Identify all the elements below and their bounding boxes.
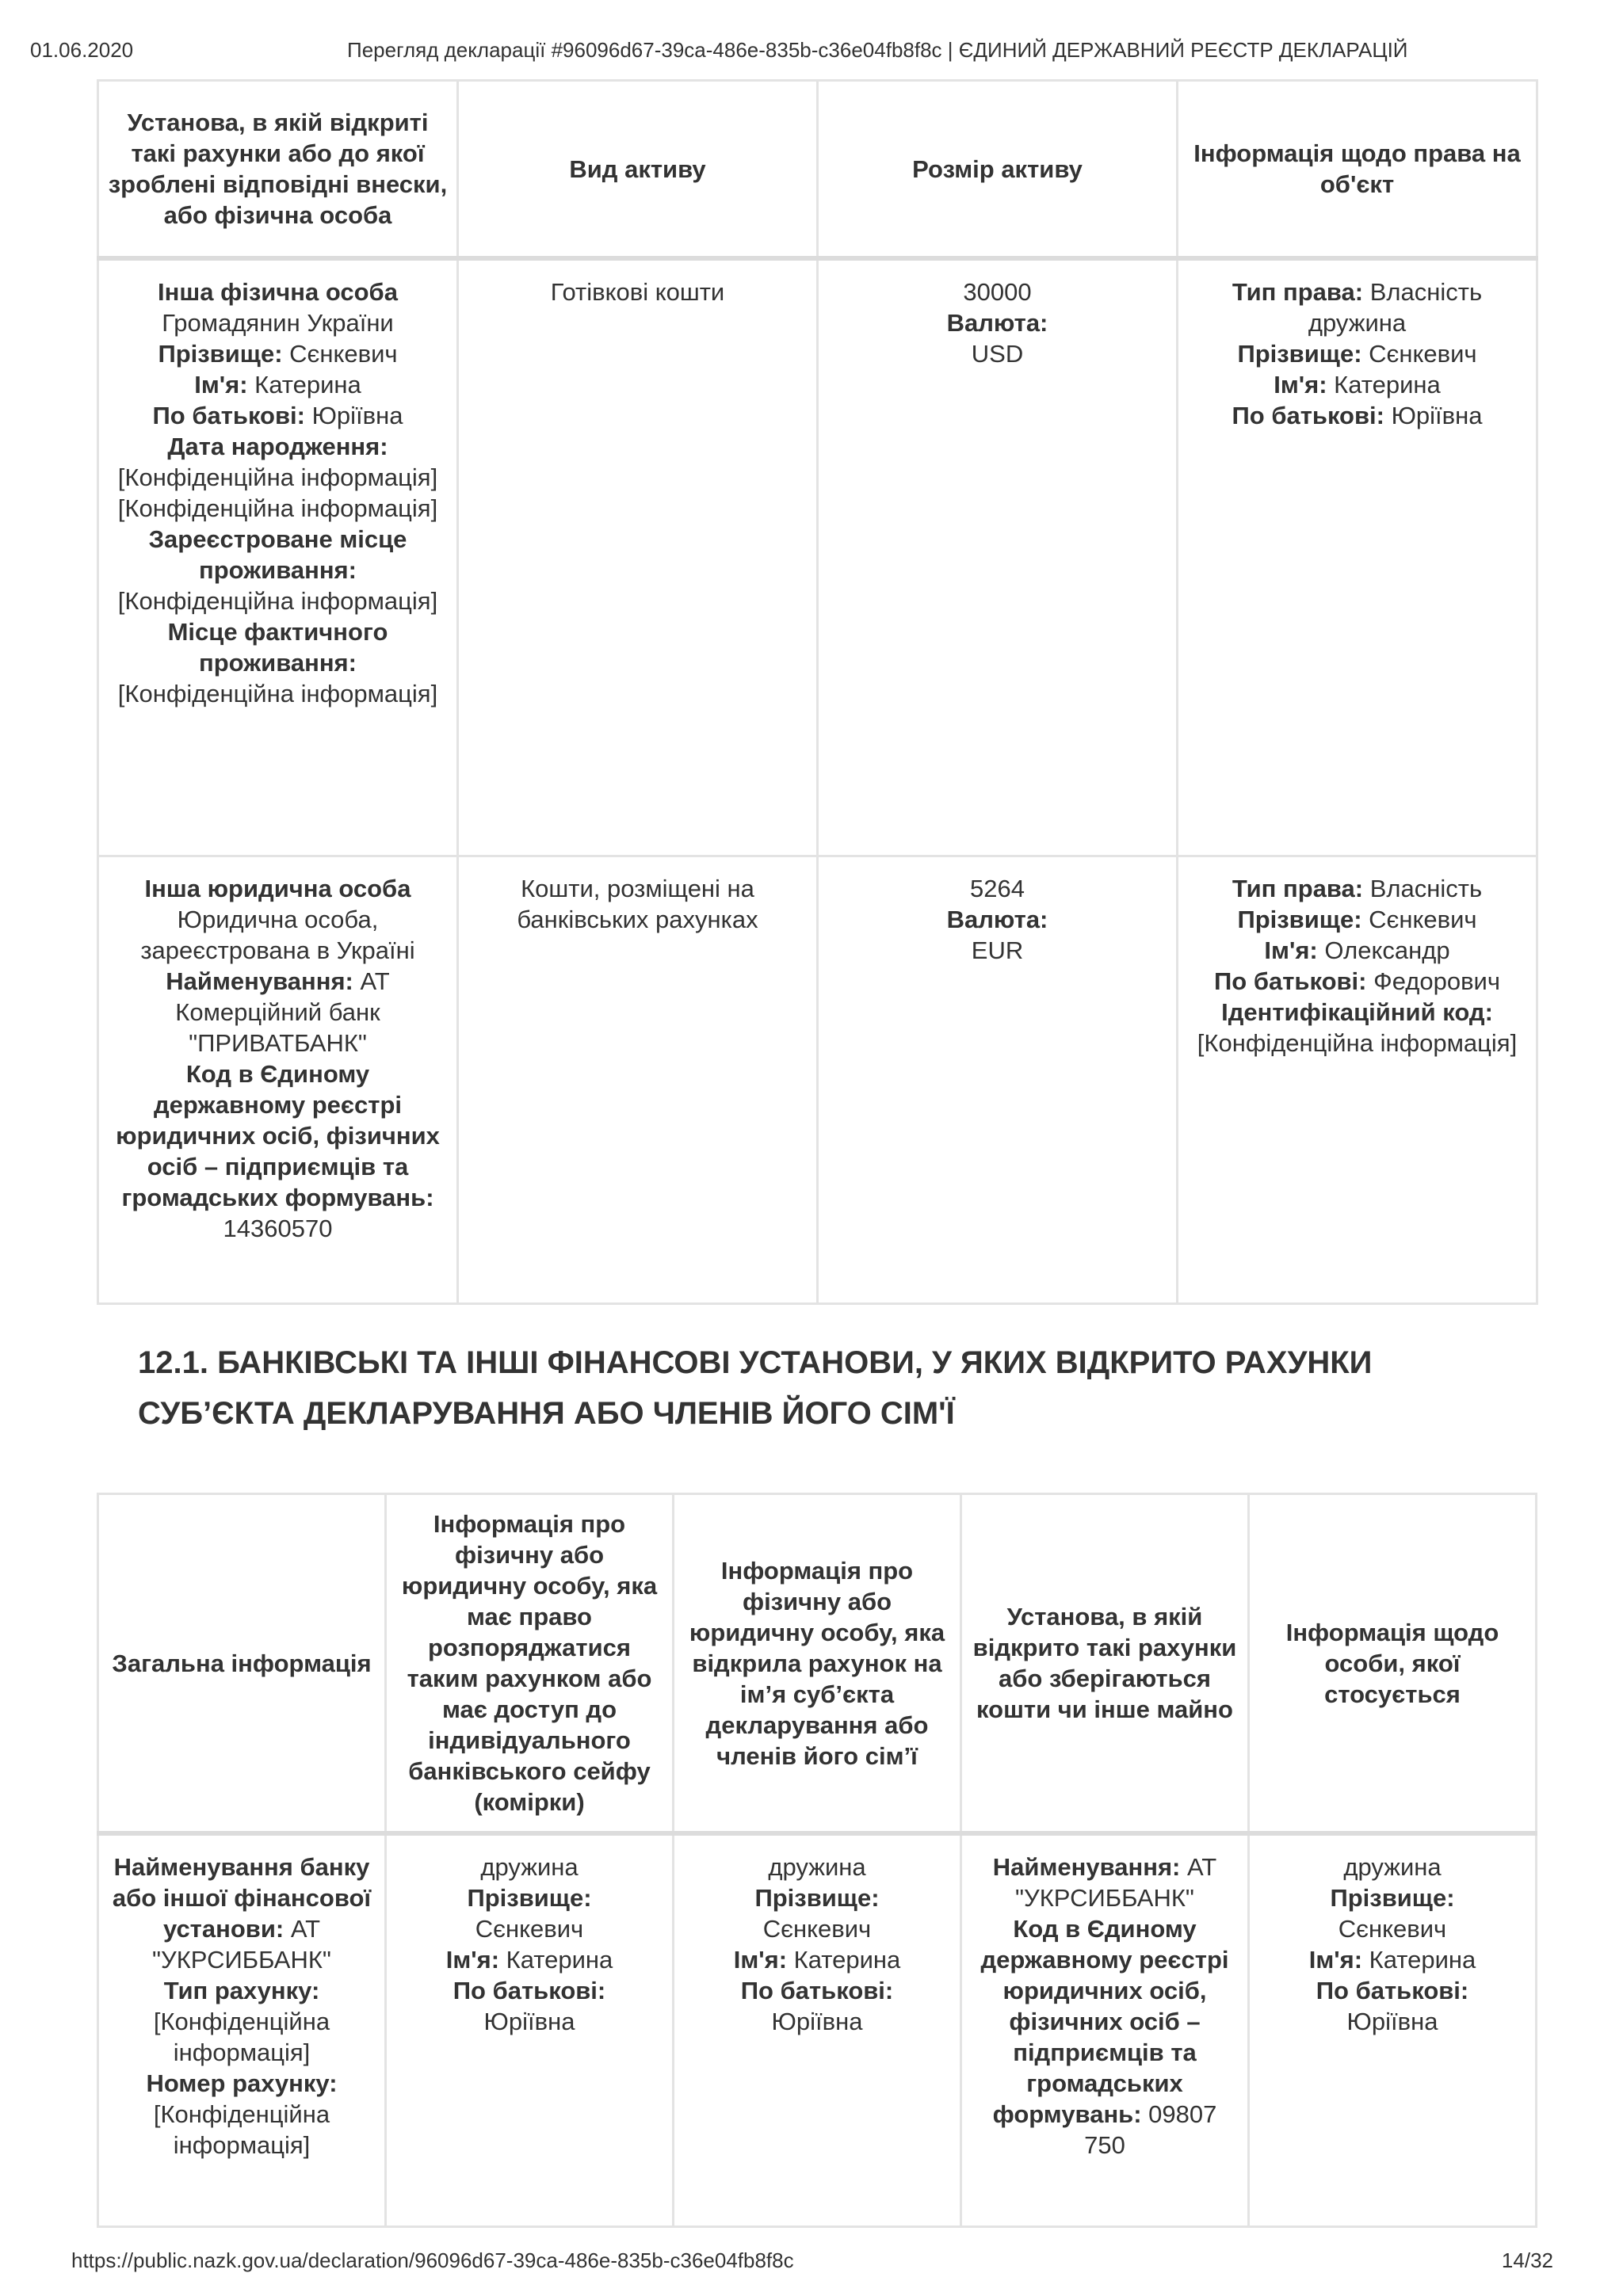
account-opener-cell (674, 1833, 961, 2227)
name-label: Ім'я: (445, 1946, 500, 1974)
assets-table (97, 79, 1538, 1305)
edrpou-label: Код в Єдиному державному реєстрі юридичних осіб, фізичних осіб – підприємців та громадських формувань: (116, 1060, 440, 1211)
institution-cell (961, 1833, 1249, 2227)
print-date: 01.06.2020 (30, 38, 134, 62)
right-info-cell (1178, 258, 1537, 856)
relation-value: дружина (480, 1853, 579, 1881)
patronymic-value: Юріївна (1346, 2008, 1438, 2035)
institution-cell (98, 856, 458, 1304)
name-value: Катерина (1369, 1946, 1476, 1974)
surname-label: Прізвище: (754, 1884, 880, 1912)
person-type: Інша фізична особа (158, 278, 398, 306)
surname-label: Прізвище: (1237, 906, 1362, 933)
confidential-value: [Конфіденційна інформація] (117, 680, 438, 707)
relation-value: дружина (768, 1853, 866, 1881)
registered-address-label: Зареєстроване місце проживання: (148, 525, 407, 584)
edrpou-value: 14360570 (223, 1215, 333, 1242)
table-row (98, 1833, 1537, 2227)
print-url: https://public.nazk.gov.ua/declaration/96096d67-39ca-486e-835b-c36e04fb8f8c (71, 2248, 794, 2272)
column-header-institution: Установа, в якій відкриті такі рахунки або до якої зроблені відповідні внески, або фізична особа (98, 81, 458, 259)
name-label: Ім'я: (1274, 371, 1327, 399)
page-number: 14/32 (1501, 2248, 1553, 2272)
amount-value: 5264 (970, 875, 1025, 902)
column-header-asset-type: Вид активу (458, 81, 818, 259)
patronymic-label: По батькові: (453, 1977, 606, 2004)
id-code-label: Ідентифікаційний код: (1221, 998, 1493, 1026)
relation-value: дружина (1308, 309, 1407, 337)
column-header-account-manager: Інформація про фізичну або юридичну особу, яка має право розпоряджатися таким рахунком або має доступ до індивідуального банківського сейфу (комірки) (386, 1494, 674, 1834)
surname-label: Прізвище: (1237, 340, 1362, 368)
account-manager-cell (386, 1833, 674, 2227)
account-type-label: Тип рахунку: (163, 1977, 320, 2004)
right-type-label: Тип права: (1232, 278, 1364, 306)
relation-value: дружина (1343, 1853, 1442, 1881)
print-page-title: Перегляд декларації #96096d67-39ca-486e-835b-c36e04fb8f8c | ЄДИНИЙ ДЕРЖАВНИЙ РЕЄСТР ДЕКЛАРАЦІЙ (347, 38, 1408, 62)
dob-label: Дата народження: (167, 433, 388, 460)
column-header-related-person: Інформація щодо особи, якої стосується (1249, 1494, 1537, 1834)
asset-type-cell: Готівкові кошти (458, 258, 818, 856)
patronymic-value: Юріївна (483, 2008, 575, 2035)
surname-value: Сєнкевич (1369, 340, 1477, 368)
patronymic-value: Юріївна (771, 2008, 863, 2035)
bank-name-label: Найменування банку або іншої фінансової установи: (112, 1853, 372, 1943)
patronymic-label: По батькові: (1232, 402, 1384, 429)
name-label: Ім'я: (733, 1946, 788, 1974)
general-info-cell (98, 1833, 386, 2227)
patronymic-label: По батькові: (1316, 1977, 1469, 2004)
currency-value: USD (971, 340, 1024, 368)
currency-label: Валюта: (946, 906, 1048, 933)
citizenship: Громадянин України (162, 309, 394, 337)
confidential-value: [Конфіденційна інформація] (117, 463, 438, 491)
bank-name-value: АТ "УКРСИББАНК" (152, 1915, 331, 1974)
right-type-value: Власність (1369, 875, 1483, 902)
institution-cell (98, 258, 458, 856)
table-row (98, 258, 1537, 856)
asset-type-cell: Кошти, розміщені на банківських рахунках (458, 856, 818, 1304)
name-label: Ім'я: (194, 371, 248, 399)
name-value: Катерина (793, 1946, 901, 1974)
table-row (98, 856, 1537, 1304)
amount-value: 30000 (963, 278, 1032, 306)
entity-name-value: АТ Комерційний банк "ПРИВАТБАНК" (175, 967, 390, 1057)
surname-value: Сєнкевич (289, 340, 398, 368)
assets-table-header-row (98, 81, 1537, 259)
confidential-value: [Конфіденційна інформація] (117, 587, 438, 615)
section-heading: 12.1. БАНКІВСЬКІ ТА ІНШІ ФІНАНСОВІ УСТАНОВИ, У ЯКИХ ВІДКРИТО РАХУНКИ СУБ’ЄКТА ДЕКЛАРУВАННЯ АБО ЧЛЕНІВ ЙОГО СІМ'Ї (138, 1345, 1373, 1431)
name-value: Катерина (254, 371, 361, 399)
surname-label: Прізвище: (467, 1884, 592, 1912)
entity-registration: Юридична особа, зареєстрована в Україні (140, 906, 415, 964)
column-header-account-opener: Інформація про фізичну або юридичну особу, яка відкрила рахунок на ім’я суб’єкта декларування або членів його сім’ї (674, 1494, 961, 1834)
name-value: Катерина (1334, 371, 1441, 399)
surname-value: Сєнкевич (1338, 1915, 1447, 1943)
column-header-asset-size: Розмір активу (818, 81, 1178, 259)
patronymic-label: По батькові: (1214, 967, 1367, 995)
name-value: Катерина (506, 1946, 613, 1974)
patronymic-value: Юріївна (1391, 402, 1483, 429)
surname-value: Сєнкевич (762, 1915, 872, 1943)
bank-accounts-header-row (98, 1494, 1537, 1834)
column-header-institution: Установа, в якій відкрито такі рахунки або зберігаються кошти чи інше майно (961, 1494, 1249, 1834)
entity-name-label: Найменування: (166, 967, 353, 995)
column-header-right-info: Інформація щодо права на об'єкт (1178, 81, 1537, 259)
right-type-value: Власність (1369, 278, 1483, 306)
account-number-value: [Конфіденційна інформація] (153, 2100, 330, 2159)
account-type-value: [Конфіденційна інформація] (153, 2008, 330, 2066)
edrpou-label: Код в Єдиному державному реєстрі юридичних осіб, фізичних осіб – підприємців та громадських формувань: (980, 1915, 1229, 2128)
bank-accounts-table (97, 1493, 1537, 2228)
asset-size-cell (818, 258, 1178, 856)
currency-value: EUR (971, 936, 1024, 964)
entity-type: Інша юридична особа (144, 875, 411, 902)
right-info-cell (1178, 856, 1537, 1304)
actual-address-label: Місце фактичного проживання: (167, 618, 388, 677)
currency-label: Валюта: (946, 309, 1048, 337)
column-header-general-info: Загальна інформація (98, 1494, 386, 1834)
institution-name-value: АТ "УКРСИББАНК" (1015, 1853, 1217, 1912)
name-label: Ім'я: (1264, 936, 1318, 964)
patronymic-label: По батькові: (152, 402, 305, 429)
patronymic-label: По батькові: (740, 1977, 894, 2004)
surname-label: Прізвище: (1330, 1884, 1455, 1912)
confidential-value: [Конфіденційна інформація] (117, 494, 438, 522)
edrpou-value: 09807 750 (1084, 2100, 1217, 2159)
id-code-value: [Конфіденційна інформація] (1197, 1029, 1518, 1057)
name-value: Олександр (1324, 936, 1450, 964)
right-type-label: Тип права: (1232, 875, 1364, 902)
surname-label: Прізвище: (158, 340, 283, 368)
institution-name-label: Найменування: (992, 1853, 1181, 1881)
account-number-label: Номер рахунку: (146, 2069, 338, 2097)
surname-value: Сєнкевич (1369, 906, 1477, 933)
name-label: Ім'я: (1308, 1946, 1363, 1974)
related-person-cell (1249, 1833, 1537, 2227)
patronymic-value: Юріївна (311, 402, 403, 429)
surname-value: Сєнкевич (475, 1915, 584, 1943)
asset-size-cell (818, 856, 1178, 1304)
patronymic-value: Федорович (1373, 967, 1500, 995)
